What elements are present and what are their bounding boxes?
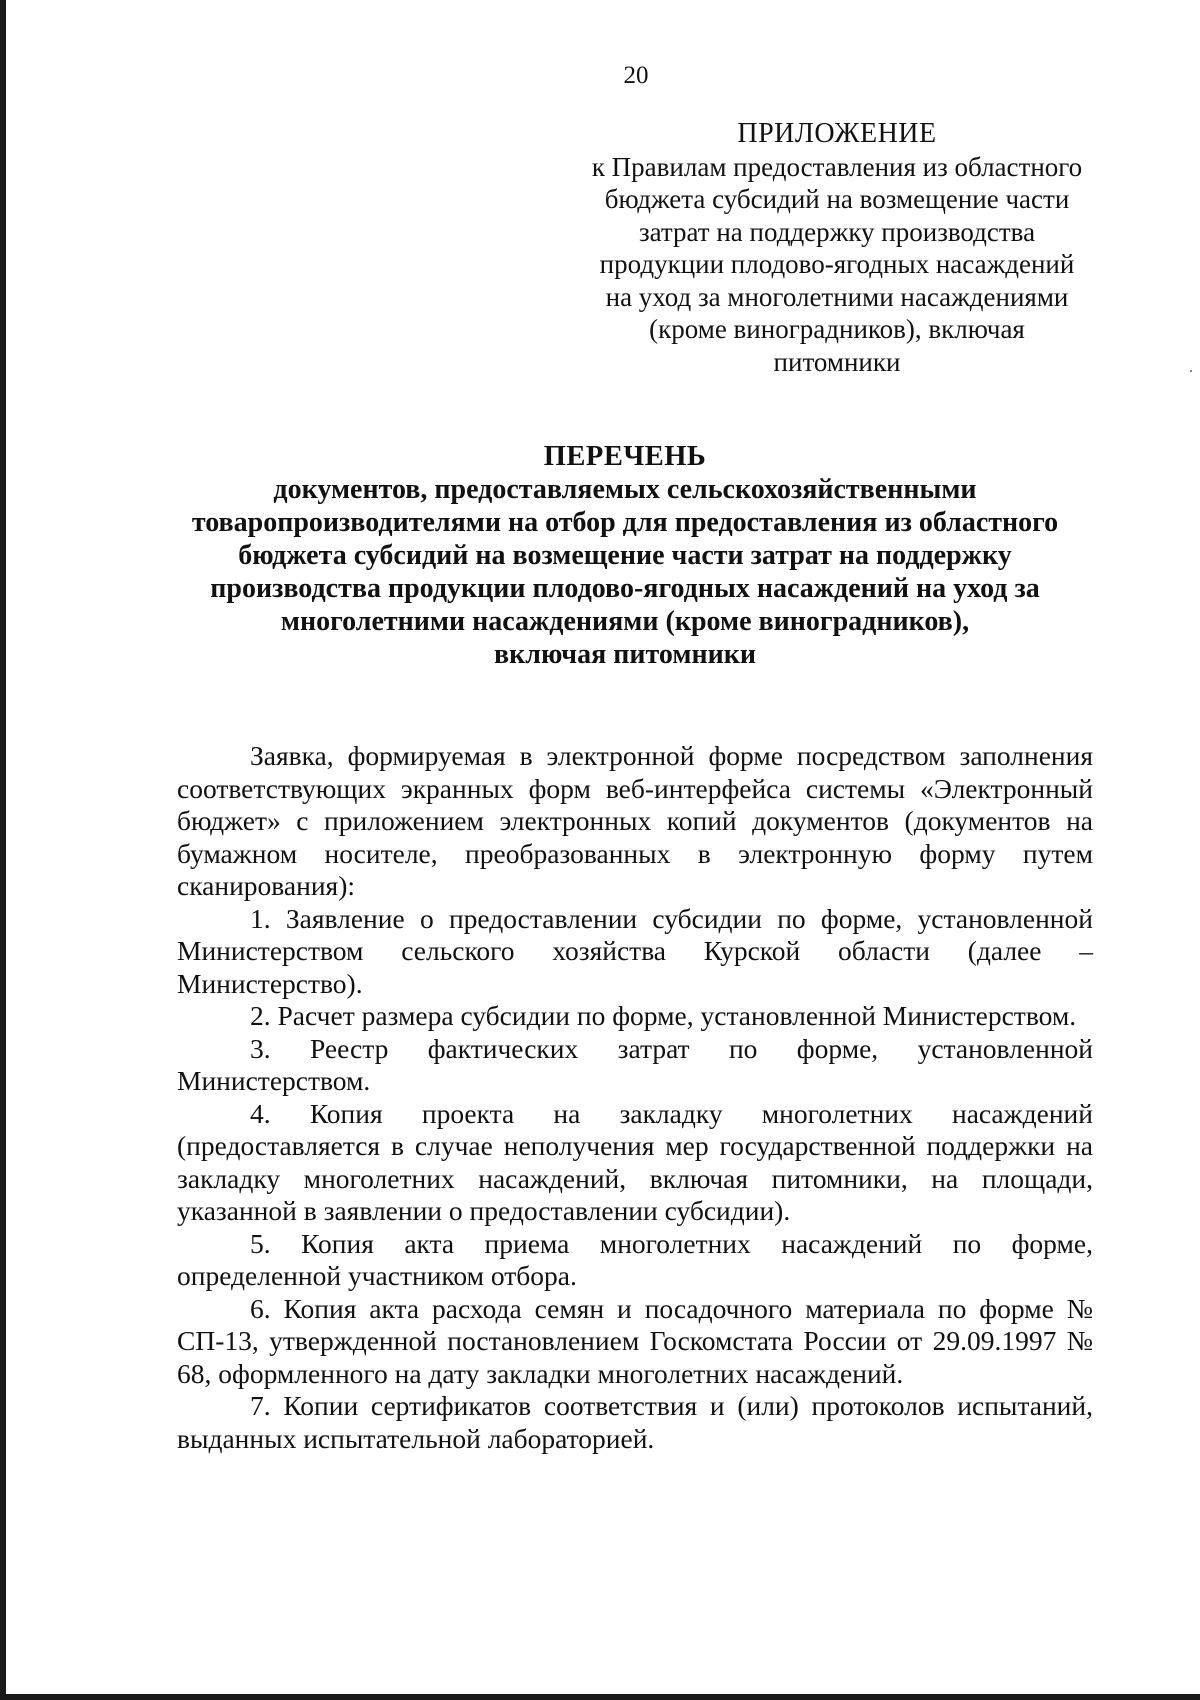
list-item-5: 5. Копия акта приема многолетних насаждений по форме, определенной участником отбора.: [177, 1227, 1093, 1291]
list-title-line: производства продукции плодово-ягодных насаждений на уход за: [210, 573, 1040, 604]
list-item-3: 3. Реестр фактических затрат по форме, установленной Министерством.: [177, 1032, 1093, 1096]
document-body: [177, 740, 1093, 1455]
list-title-line: многолетними насаждениями (кроме виноградников),: [280, 606, 970, 637]
appendix-line: продукции плодово-ягодных насаждений: [599, 249, 1075, 279]
intro-paragraph: Заявка, формируемая в электронной форме посредством заполнения соответствующих экранных форм веб-интерфейса системы «Электронный бюджет» с приложением электронных копий документов (документов на бумажном носителе, преобразованных в электронную форму путем сканирования):: [177, 740, 1093, 901]
list-title-line: товаропроизводителями на отбор для предоставления из областного: [191, 507, 1059, 538]
appendix-line: бюджета субсидий на возмещение части: [604, 184, 1070, 214]
appendix-line: питомники: [773, 346, 901, 377]
list-heading: ПЕРЕЧЕНЬ: [543, 441, 707, 472]
appendix-title: ПРИЛОЖЕНИЕ: [737, 118, 937, 149]
list-item-1: 1. Заявление о предоставлении субсидии по форме, установленной Министерством сельского хозяйства Курской области (далее – Министерство).: [177, 902, 1093, 999]
list-title-line: документов, предоставляемых сельскохозяйственными: [273, 474, 977, 505]
list-title-line: бюджета субсидий на возмещение части затрат на поддержку: [238, 540, 1012, 571]
scan-left-edge: [0, 0, 6, 1700]
page-number: 20: [623, 62, 649, 89]
appendix-block: [577, 118, 1097, 378]
scan-margin-mark: [1190, 370, 1192, 372]
appendix-line: на уход за многолетними насаждениями: [605, 281, 1069, 312]
list-item-6: 6. Копия акта расхода семян и посадочного материала по форме № СП-13, утвержденной постановлением Госкомстата России от 29.09.1997 № 68, оформленного на дату закладки многолетних насаждений.: [177, 1292, 1093, 1389]
appendix-line: затрат на поддержку производства: [638, 216, 1036, 247]
scan-bottom-edge: [0, 1694, 1200, 1700]
list-item-7: 7. Копии сертификатов соответствия и (или) протоколов испытаний, выданных испытательной лабораторией.: [177, 1390, 1093, 1454]
appendix-line: (кроме виноградников), включая: [649, 314, 1025, 344]
list-item-4: 4. Копия проекта на закладку многолетних насаждений (предоставляется в случае неполучения мер государственной поддержки на закладку многолетних насаждений, включая питомники, на площади, указанной в заявлении о предоставлении субсидии).: [177, 1097, 1093, 1226]
appendix-line: к Правилам предоставления из областного: [591, 151, 1083, 182]
list-title-block: [150, 440, 1100, 671]
list-title-line: включая питомники: [494, 639, 756, 670]
list-item-2: 2. Расчет размера субсидии по форме, установленной Министерством.: [250, 1000, 1077, 1031]
